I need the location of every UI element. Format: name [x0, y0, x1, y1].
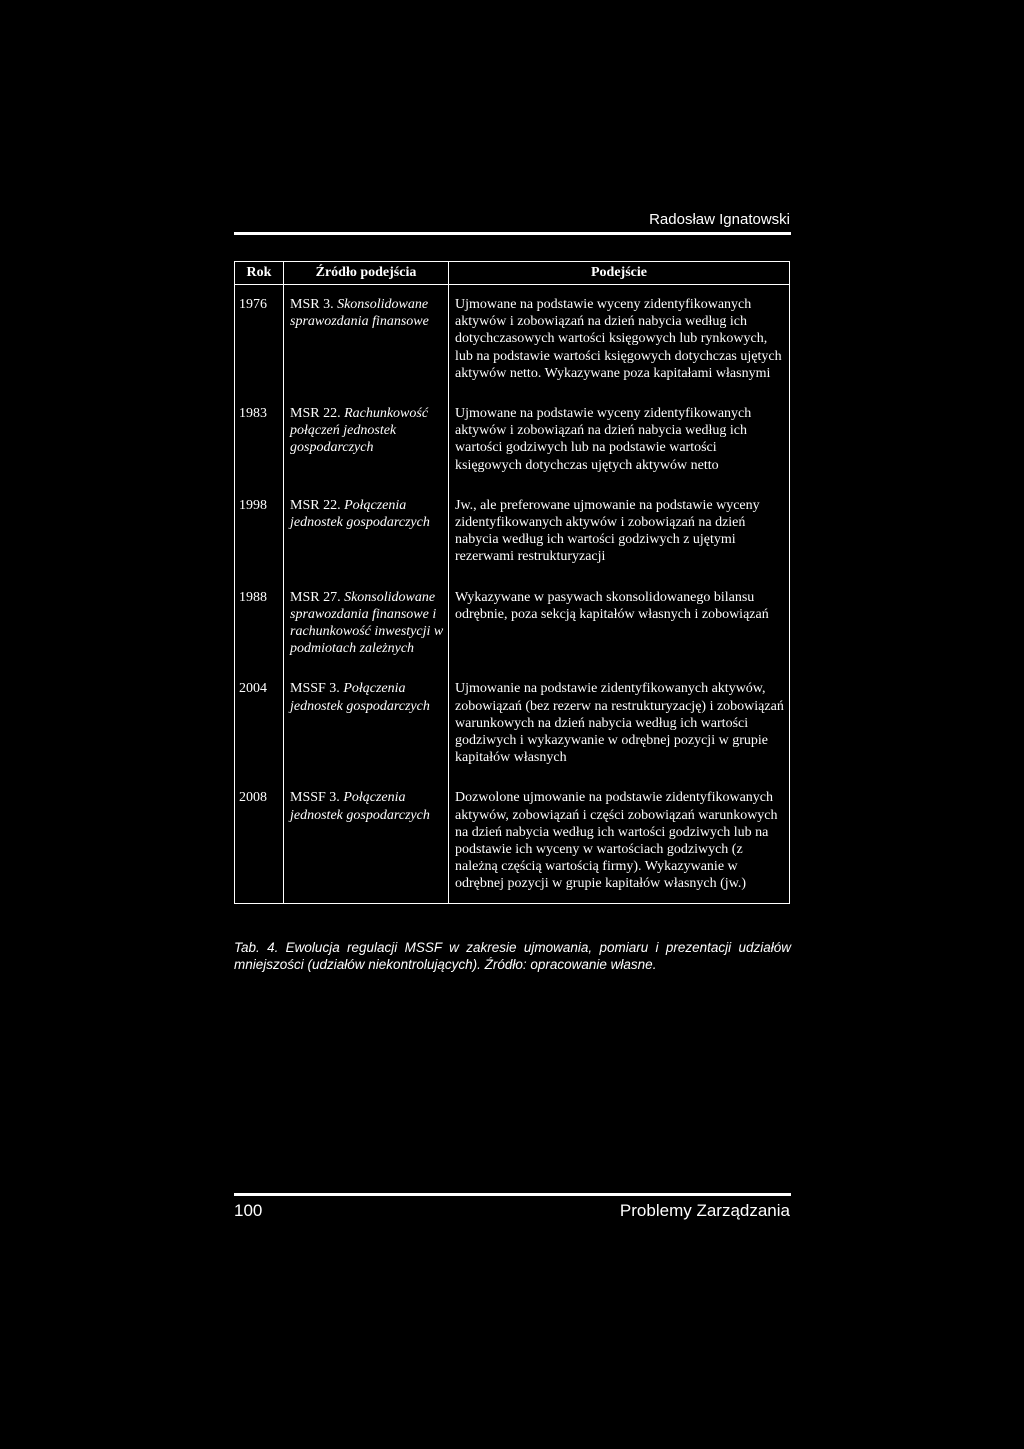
cell-approach: Jw., ale preferowane ujmowanie na podstawie wyceny zidentyfikowanych aktywów i zobowiązań na dzień nabycia według ich wartości godziwych z ujętymi rezerwami restrukturyzacji — [449, 487, 790, 579]
column-header-source: Źródło podejścia — [284, 262, 449, 285]
table-row — [235, 487, 790, 579]
cell-year: 2004 — [235, 670, 284, 779]
cell-source — [284, 670, 449, 779]
running-header-author: Radosław Ignatowski — [649, 211, 790, 228]
journal-name: Problemy Zarządzania — [619, 1201, 790, 1220]
source-prefix: MSR 3. — [290, 297, 334, 312]
source-prefix: MSR 22. — [290, 406, 341, 422]
cell-year: 1988 — [235, 579, 284, 671]
source-prefix: MSSF 3. — [290, 790, 340, 806]
table-row — [235, 395, 790, 487]
page-number: 100 — [234, 1201, 263, 1220]
column-header-year: Rok — [235, 262, 284, 285]
table-caption: Tab. 4. Ewolucja regulacji MSSF w zakresie ujmowania, pomiaru i prezentacji udziałów mniejszości (udziałów niekontrolujących). Źródło: opracowanie własne. — [234, 940, 791, 972]
cell-year: 2008 — [235, 779, 284, 903]
cell-source — [284, 395, 449, 487]
source-prefix: MSSF 3. — [290, 681, 340, 697]
table-row — [235, 285, 790, 396]
cell-approach: Wykazywane w pasywach skonsolidowanego bilansu odrębnie, poza sekcją kapitałów własnych i zobowiązań — [449, 579, 790, 671]
cell-approach: Dozwolone ujmowanie na podstawie zidentyfikowanych aktywów, zobowiązań i części zobowiązań warunkowych na dzień nabycia według ich wartości godziwych lub na podstawie ich wyceny w wartościach godziwych (z należną częścią wartością firmy). Wykazywanie w odrębnej pozycji w grupie kapitałów własnych (jw.) — [449, 779, 790, 903]
table-row — [235, 579, 790, 671]
cell-year: 1998 — [235, 487, 284, 579]
cell-approach: Ujmowane na podstawie wyceny zidentyfikowanych aktywów i zobowiązań na dzień nabycia według ich dotychczasowych wartości księgowych lub rynkowych, lub na podstawie wartości księgowych dotychczas ujętych aktywów netto. Wykazywane poza kapitałami własnymi — [449, 285, 790, 396]
regulation-table — [234, 261, 790, 904]
source-title: Skonsolidowane sprawozdania finansowe — [290, 297, 429, 330]
source-title: Połączenia jednostek gospodarczych — [290, 790, 430, 823]
source-title: Rachunkowość połączeń jednostek gospodarczych — [290, 406, 429, 456]
table-header-row — [235, 262, 790, 285]
table-row — [235, 779, 790, 903]
cell-year: 1976 — [235, 285, 284, 396]
cell-year: 1983 — [235, 395, 284, 487]
column-header-approach: Podejście — [449, 262, 790, 285]
cell-approach: Ujmowane na podstawie wyceny zidentyfikowanych aktywów i zobowiązań na dzień nabycia według ich wartości godziwych lub na podstawie wartości księgowych dotychczas ujętych aktywów netto — [449, 395, 790, 487]
source-prefix: MSR 22. — [290, 497, 341, 513]
source-title: Skonsolidowane sprawozdania finansowe i rachunkowość inwestycji w podmiotach zależnych — [290, 589, 444, 657]
footer-rule — [234, 1193, 791, 1196]
header-rule — [234, 232, 791, 235]
cell-source — [284, 579, 449, 671]
table-row — [235, 670, 790, 779]
source-title: Połączenia jednostek gospodarczych — [290, 497, 430, 531]
cell-source — [284, 487, 449, 579]
cell-source — [284, 779, 449, 903]
source-prefix: MSR 27. — [290, 589, 341, 605]
source-title: Połączenia jednostek gospodarczych — [290, 681, 430, 714]
cell-approach: Ujmowanie na podstawie zidentyfikowanych aktywów, zobowiązań (bez rezerw na restrukturyzację) i zobowiązań warunkowych na dzień nabycia według ich wartości godziwych i wykazywanie w odrębnej pozycji w grupie kapitałów własnych — [449, 670, 790, 779]
cell-source — [284, 285, 449, 396]
